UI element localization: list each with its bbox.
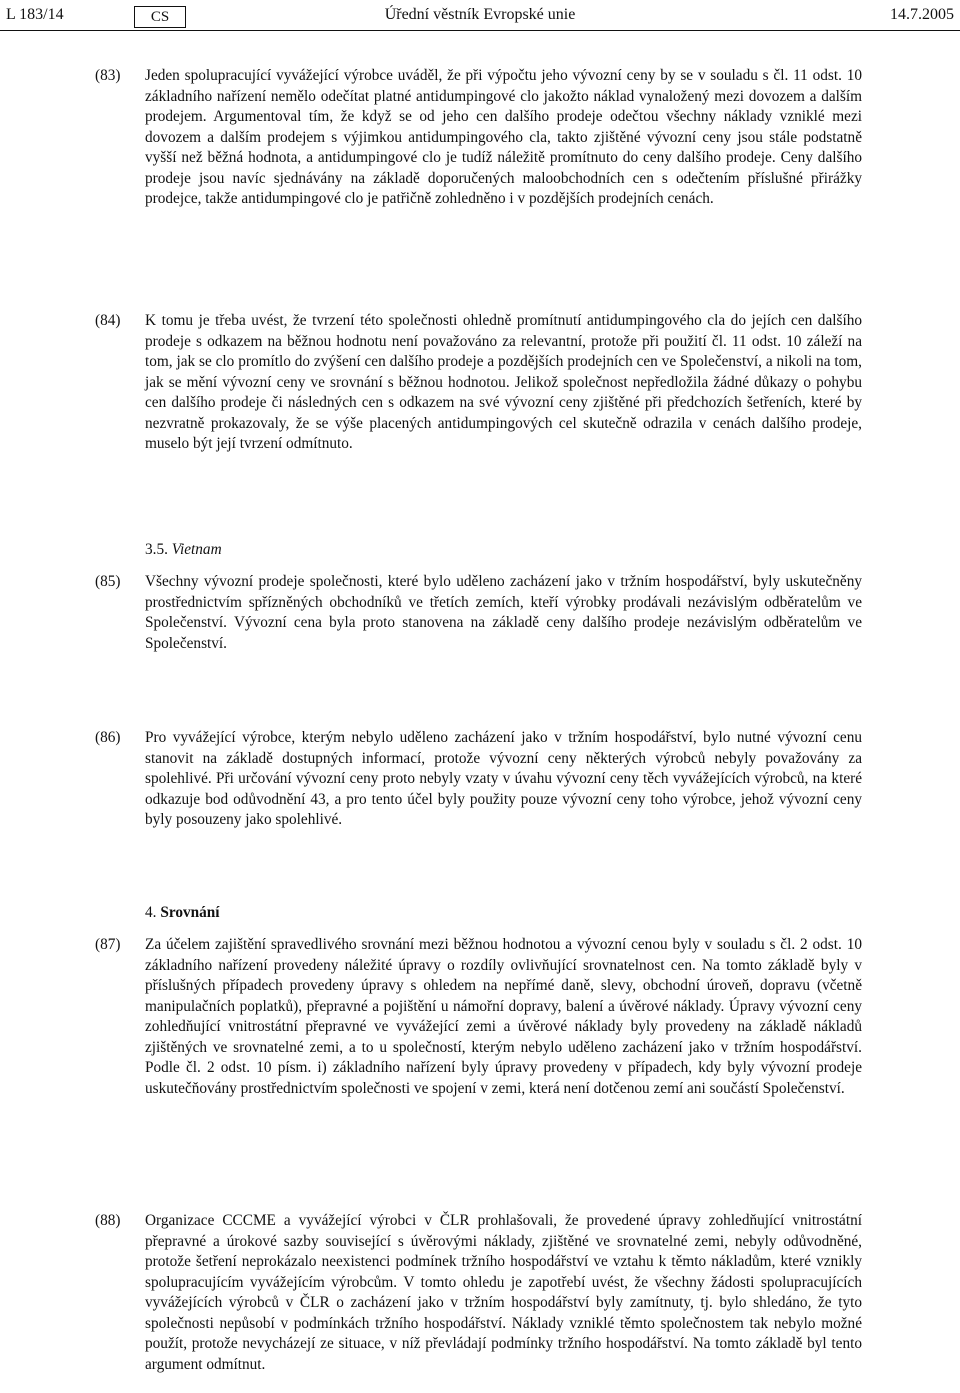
paragraph-88 <box>95 1211 862 1375</box>
language-code-box: CS <box>134 6 186 28</box>
paragraph-text: Organizace CCCME a vyvážející výrobci v ČLR prohlašovali, že provedené úpravy zohledňující vnitrostátní přepravné a úrokové sazby související s úvěrovými náklady, zjištěné ve srovnatelné zemi, nebyly odůvodněné, protože šetření neprokázalo neexistenci podmínek tržního hospodářství ve vztahu k těmto nákladům, které vznikly spolupracujícím vyvážejícím výrobcům. V tomto ohledu je zapotřebí uvést, že všechny žádosti spolupracujících vyvážejících výrobců v ČLR o zacházení jako v tržním hospodářství byly zamítnuty, tj. bylo shledáno, že tyto společnosti nepůsobí v podmínkách tržního hospodářství. Náklady vzniklé těmto společnostem tak nebylo možné použít, protože nevycházejí ze situace, v níž převládají podmínky tržního hospodářství. Na tomto základě byl tento argument odmítnut. <box>145 1212 862 1373</box>
paragraph-text: Všechny vývozní prodeje společnosti, které bylo uděleno zacházení jako v tržním hospodářství, byly uskutečněny prostřednictvím spřízněných obchodníků ve třetích zemích, kteří výrobky prodávali nezávislým odběratelům ve Společenství. Vývozní cena byla proto stanovena na základě ceny dalšího prodeje nezávislým odběratelům ve Společenství. <box>145 573 862 652</box>
paragraph-number: (83) <box>95 67 121 84</box>
publication-date: 14.7.2005 <box>890 6 954 23</box>
paragraph-84 <box>95 311 862 455</box>
paragraph-text: Pro vyvážející výrobce, kterým nebylo uděleno zacházení jako v tržním hospodářství, bylo nutné vývozní cenu stanovit na základě dostupných informací, protože vývozní ceny některých výrobců nebyly považovány za spolehlivé. Při určování vývozní ceny proto nebyly vzaty v úvahu vývozní ceny těch vyvážejících výrobců, na které odkazuje bod odůvodnění 43, a pro tento účel byly použity pouze vývozní ceny toho výrobce, jehož vývozní ceny byly posouzeny jako spolehlivé. <box>145 729 862 828</box>
paragraph-text: Jeden spolupracující vyvážející výrobce uváděl, že při výpočtu jeho vývozní ceny by se v souladu s čl. 11 odst. 10 základního nařízení nemělo odečítat platné antidumpingové clo jakožto náklad vynaložený mezi dovozem a dalším prodejem. Argumentoval tím, že když se od jeho cen dalšího prodeje odečtou všechny náklady vzniklé mezi dovozem a dalším prodejem s výjimkou antidumpingového cla, takto zjištěné vývozní ceny jsou stále podstatně vyšší než běžná hodnota, a antidumpingové clo je tudíž náležitě promítnuto do ceny dalšího prodeje. Ceny dalšího prodeje jsou navíc sjednávány na základě doporučených maloobchodních cen s odečtením příslušné přirážky prodejce, takže antidumpingové clo je patřičně zohledněno i v pozdějších prodejních cenách. <box>145 67 862 207</box>
paragraph-text: Za účelem zajištění spravedlivého srovnání mezi běžnou hodnotou a vývozní cenou byly v souladu s čl. 2 odst. 10 základního nařízení provedeny náležité úpravy o rozdíly ovlivňující srovnatelnost cen. Na tomto základě byly v příslušných případech provedeny úpravy s ohledem na nepřímé daně, slevy, obchodní úroveň, dopravu (včetně manipulačních poplatků), přepravné a pojištění u námořní dopravy, balení a úvěrové náklady. Úpravy vývozní ceny zohledňující vnitrostátní přepravné ve vyvážející zemi a úvěrové náklady byly provedeny na základě nákladů zjištěných ve srovnatelné zemi, a to u společností, kterým nebylo uděleno zacházení jako v tržním hospodářství. Podle čl. 2 odst. 10 písm. i) základního nařízení byly úpravy provedeny v případech, kdy byly vývozní prodeje uskutečňovány prostřednictvím společnosti ve spojení v zemi, která není dotčenou zemí ani součástí Společenství. <box>145 936 862 1097</box>
section-number: 4. <box>145 904 157 921</box>
paragraph-number: (85) <box>95 573 121 590</box>
paragraph-number: (88) <box>95 1212 121 1229</box>
section-heading-vietnam <box>145 540 222 560</box>
paragraph-87 <box>95 935 862 1099</box>
paragraph-83 <box>95 66 862 210</box>
header-rule <box>0 30 960 31</box>
page-header <box>0 6 960 32</box>
page-number: L 183/14 <box>6 6 64 23</box>
section-title: Srovnání <box>160 904 220 921</box>
journal-title: Úřední věstník Evropské unie <box>384 6 576 23</box>
paragraph-number: (86) <box>95 729 121 746</box>
section-heading-srovnani <box>145 903 220 923</box>
section-title: Vietnam <box>171 541 222 558</box>
section-number: 3.5. <box>145 541 168 558</box>
paragraph-number: (87) <box>95 936 121 953</box>
paragraph-number: (84) <box>95 312 121 329</box>
paragraph-85 <box>95 572 862 654</box>
paragraph-86 <box>95 728 862 831</box>
paragraph-text: K tomu je třeba uvést, že tvrzení této společnosti ohledně promítnutí antidumpingového cla do jejích cen dalšího prodeje s odkazem na běžnou hodnotu není považováno za relevantní, protože při použití čl. 11 odst. 10 záleží na tom, jak se clo promítlo do zvýšení cen dalšího prodeje a pozdějších prodejních cen ve Společenství, a nikoli na tom, jak se mění vývozní ceny ve srovnání s běžnou hodnotou. Jelikož společnost nepředložila žádné důkazy o pohybu cen dalšího prodeje či následných cen s odkazem na své vývozní ceny zjištěné při předchozích šetřeních, které by nezvratně prokazovaly, že se výše placených antidumpingových cel skutečně odrazila v cenách dalšího prodeje, muselo být její tvrzení odmítnuto. <box>145 312 862 452</box>
